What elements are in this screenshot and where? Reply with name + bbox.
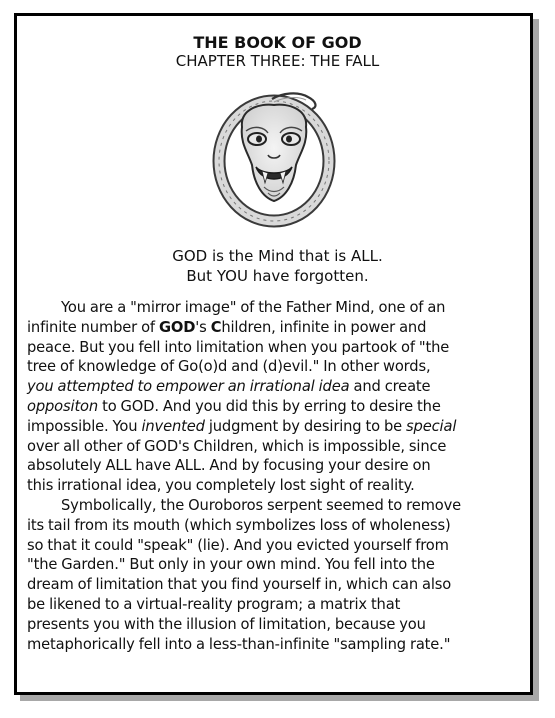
paragraph-1-line-7 <box>27 417 527 437</box>
paragraph-2-line-7: presents you with the illusion of limitation, because you <box>27 615 426 633</box>
text-run: judgment by desiring to be <box>204 417 407 435</box>
text-run: impossible. You <box>27 417 142 435</box>
page-title: THE BOOK OF GOD <box>193 33 362 52</box>
paragraph-1-line-4: tree of knowledge of Go(o)d and (d)evil." In other words, <box>27 358 431 376</box>
tagline-line-1: GOD is the Mind that is ALL. <box>172 247 383 265</box>
ouroboros-serpent-icon <box>212 79 336 238</box>
paragraph-2-line-4: "the Garden." But only in your own mind. You fell into the <box>27 556 435 574</box>
paragraph-2-line-5: dream of limitation that you find yourself in, which can also <box>27 576 452 594</box>
paragraph-1-line-8: over all other of GOD's Children, which is impossible, since <box>27 437 447 455</box>
text-run-italic: you attempted to empower an irrational idea <box>27 378 350 396</box>
chapter-subtitle: CHAPTER THREE: THE FALL <box>175 52 380 70</box>
paragraph-2-line-8: metaphorically fell into a less-than-infinite "sampling rate." <box>27 635 451 653</box>
text-run: and create <box>349 378 431 396</box>
paragraph-1-line-5 <box>27 377 527 397</box>
paragraph-1-line-9: absolutely ALL have ALL. And by focusing your desire on <box>27 457 431 475</box>
paragraph-1-line-6 <box>27 397 527 417</box>
paragraph-1-line-1: You are a "mirror image" of the Father Mind, one of an <box>61 299 446 316</box>
text-run-italic: special <box>406 417 457 435</box>
paragraph-1-line-3: peace. But you fell into limitation when you partook of "the <box>27 338 450 356</box>
text-run-italic: oppositon <box>27 397 99 415</box>
text-run: hildren, infinite in power and <box>221 318 427 336</box>
paragraph-1-line-2 <box>27 318 527 338</box>
paragraph-2-line-3: so that it could "speak" (lie). And you evicted yourself from <box>27 536 449 554</box>
text-run-bold: GOD <box>158 318 196 336</box>
text-run: infinite number of <box>27 318 159 336</box>
tagline-line-2: But YOU have forgotten. <box>186 267 369 285</box>
text-run: to GOD. And you did this by erring to desire the <box>98 397 441 415</box>
paragraph-2-line-6: be likened to a virtual-reality program; a matrix that <box>27 595 401 613</box>
paragraph-1-line-10: this irrational idea, you completely lost sight of reality. <box>27 477 415 495</box>
paragraph-2-line-2: its tail from its mouth (which symbolizes loss of wholeness) <box>27 516 451 534</box>
text-run-bold: C <box>210 318 222 336</box>
paragraph-2-line-1: Symbolically, the Ouroboros serpent seemed to remove <box>61 496 462 514</box>
body-text <box>27 298 527 654</box>
text-run-italic: invented <box>141 417 205 435</box>
tagline <box>0 246 555 286</box>
text-run: 's <box>195 318 211 336</box>
